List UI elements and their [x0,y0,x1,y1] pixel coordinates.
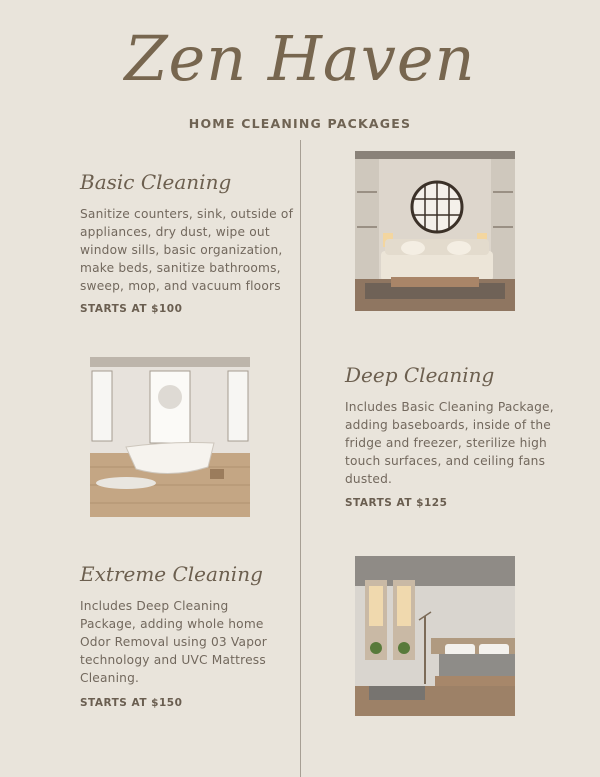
extreme-cleaning-title: Extreme Cleaning [80,562,263,586]
deep-cleaning-description: Includes Basic Cleaning Package, adding baseboards, inside of the fridge and freezer, sterilize high touch surfaces, and ceiling fans dusted. [345,400,554,486]
bathroom-photo [90,357,250,517]
basic-cleaning-price: STARTS AT $100 [80,303,183,315]
deep-cleaning-title: Deep Cleaning [345,363,495,387]
page-subtitle: HOME CLEANING PACKAGES [188,116,412,131]
basic-cleaning-title: Basic Cleaning [80,170,232,194]
center-divider [300,140,301,777]
brand-logo: Zen Haven [124,22,476,95]
extreme-cleaning-price: STARTS AT $150 [80,697,183,709]
extreme-cleaning-description: Includes Deep Cleaning Package, adding whole home Odor Removal using 03 Vapor technology and UVC Mattress Cleaning. [80,599,267,685]
deep-cleaning-price: STARTS AT $125 [345,497,448,509]
basic-cleaning-description: Sanitize counters, sink, outside of appliances, dry dust, wipe out window sills, basic organization, make beds, sanitize bathrooms, sweep, mop, and vacuum floors [80,207,294,293]
living-room-photo [355,151,515,311]
bedroom-photo [355,556,515,716]
